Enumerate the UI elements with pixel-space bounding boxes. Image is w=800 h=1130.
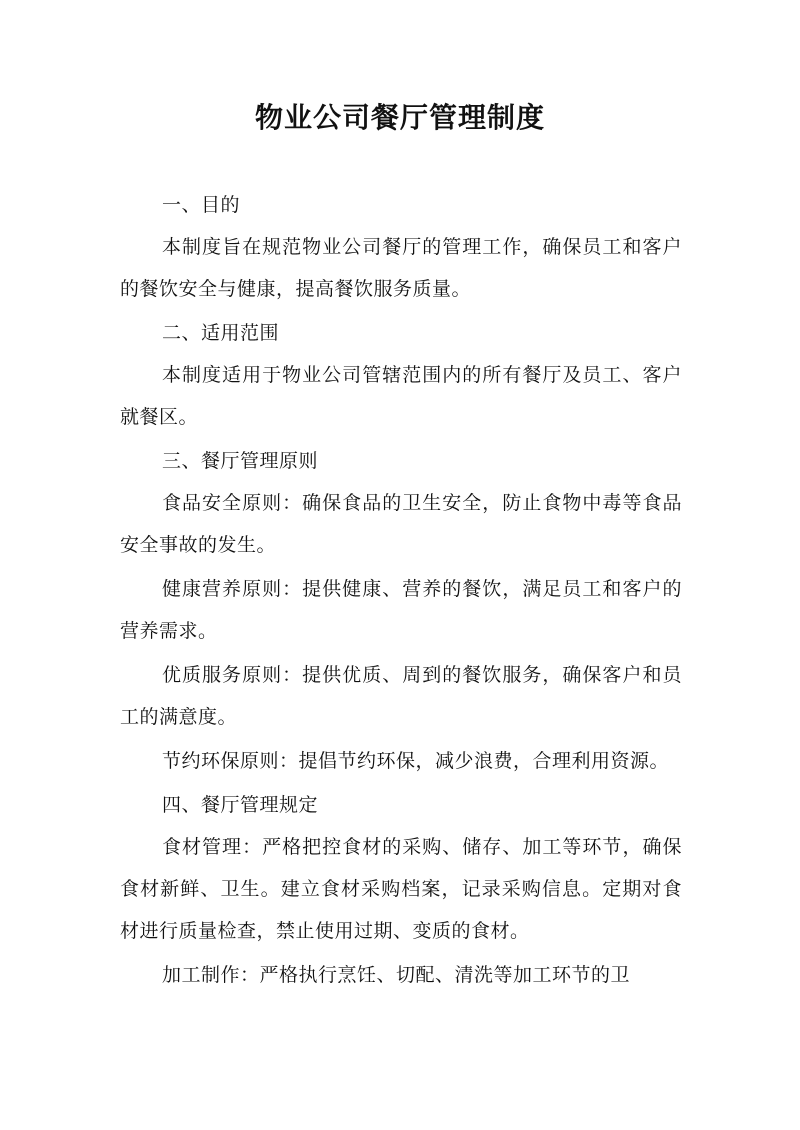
section-paragraph: 优质服务原则：提供优质、周到的餐饮服务，确保客户和员工的满意度。 bbox=[120, 664, 682, 728]
section-heading-scope: 二、适用范围 bbox=[162, 322, 280, 344]
section-paragraph: 加工制作：严格执行烹饪、切配、清洗等加工环节的卫 bbox=[162, 964, 631, 986]
section-paragraph: 食材管理：严格把控食材的采购、储存、加工等环节，确保食材新鲜、卫生。建立食材采购档案，记录采购信息。定期对食材进行质量检查，禁止使用过期、变质的食材。 bbox=[120, 836, 682, 942]
section-paragraph: 食品安全原则：确保食品的卫生安全，防止食物中毒等食品安全事故的发生。 bbox=[120, 492, 682, 556]
section-heading-principles: 三、餐厅管理原则 bbox=[162, 450, 319, 472]
section-paragraph: 健康营养原则：提供健康、营养的餐饮，满足员工和客户的营养需求。 bbox=[120, 578, 682, 642]
section-paragraph: 节约环保原则：提倡节约环保，减少浪费，合理利用资源。 bbox=[162, 750, 670, 772]
section-paragraph: 本制度适用于物业公司管辖范围内的所有餐厅及员工、客户就餐区。 bbox=[120, 364, 682, 428]
document-title: 物业公司餐厅管理制度 bbox=[254, 101, 545, 134]
section-paragraph: 本制度旨在规范物业公司餐厅的管理工作，确保员工和客户的餐饮安全与健康，提高餐饮服务质量。 bbox=[120, 236, 682, 300]
section-heading-purpose: 一、目的 bbox=[162, 194, 241, 216]
section-heading-rules: 四、餐厅管理规定 bbox=[162, 794, 319, 816]
document-body bbox=[120, 184, 682, 996]
